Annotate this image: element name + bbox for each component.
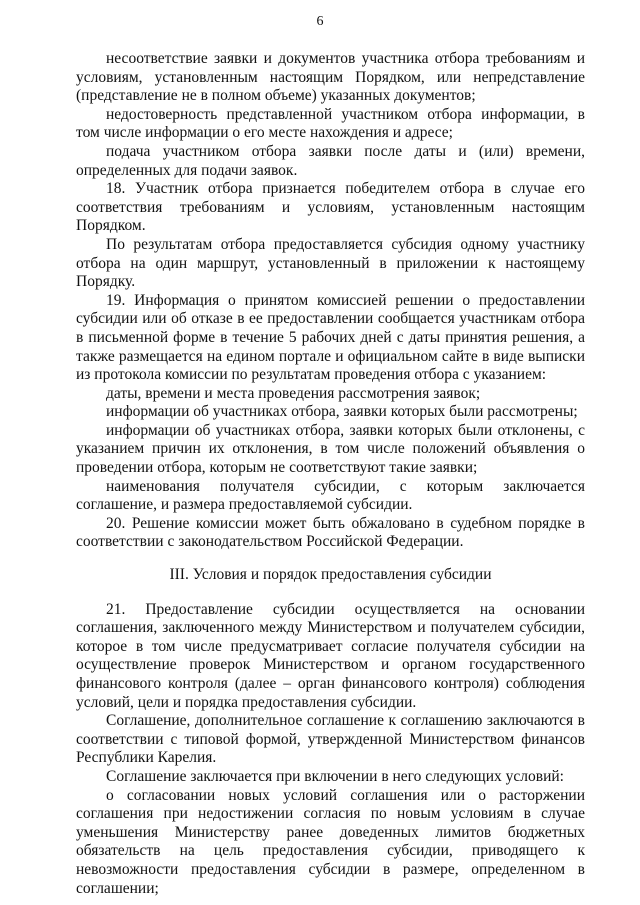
paragraph: даты, времени и места проведения рассмотрения заявок; [106,384,481,402]
document-body [76,50,585,898]
paragraph: о согласовании новых условий соглашения или о расторжении соглашения при недостижении согласия по новым условиям в случае уменьшения Министерству ранее доведенных лимитов бюджетных обязательств на цель предоставления субсидии, приводящего к невозможности предоставления субсидии в размере, определенном в соглашении; [76,786,585,897]
paragraph-item-20: 20. Решение комиссии может быть обжаловано в судебном порядке в соответствии с законодательством Российской Федерации. [76,514,585,551]
paragraph: информации об участниках отбора, заявки которых были рассмотрены; [106,403,578,421]
paragraph: несоответствие заявки и документов участника отбора требованиям и условиям, установленным настоящим Порядком, или непредставление (представление не в полном объеме) указанных документов; [76,50,585,105]
paragraph: Соглашение заключается при включении в него следующих условий: [106,767,564,785]
paragraph: По результатам отбора предоставляется субсидия одному участнику отбора на один маршрут, установленный в приложении к настоящему Порядку. [76,235,585,291]
paragraph-item-19: 19. Информация о принятом комиссией решении о предоставлении субсидии или об отказе в ее предоставлении сообщается участникам отбора в письменной форме в течение 5 рабочих дней с даты принятия решения, а также размещается на едином портале и официальном сайте в виде выписки из протокола комиссии по результатам проведения отбора с указанием: [76,291,585,384]
paragraph-item-21: 21. Предоставление субсидии осуществляется на основании соглашения, заключенного между Министерством и получателем субсидии, которое в том числе предусматривает согласие получателя субсидии на осуществление проверок Министерством и органом государственного финансового контроля (далее – орган финансового контроля) соблюдения условий, цели и порядка предоставления субсидии. [76,600,585,711]
paragraph: информации об участниках отбора, заявки которых были отклонены, с указанием причин их отклонения, в том числе положений объявления о проведении отбора, которым не соответствуют такие заявки; [76,421,585,477]
paragraph-item-18: 18. Участник отбора признается победителем отбора в случае его соответствия требованиям и условиям, установленным настоящим Порядком. [76,180,585,235]
page-number: 6 [316,14,324,29]
section-heading: III. Условия и порядок предоставления субсидии [169,566,492,584]
paragraph: наименования получателя субсидии, с которым заключается соглашение, и размера предоставляемой субсидии. [76,477,585,514]
paragraph: недостоверность представленной участником отбора информации, в том числе информации о его месте нахождения и адресе; [76,105,585,142]
paragraph: подача участником отбора заявки после даты и (или) времени, определенных для подачи заявок. [76,142,585,179]
paragraph: Соглашение, дополнительное соглашение к соглашению заключаются в соответствии с типовой формой, утвержденной Министерством финансов Республики Карелия. [76,712,585,767]
